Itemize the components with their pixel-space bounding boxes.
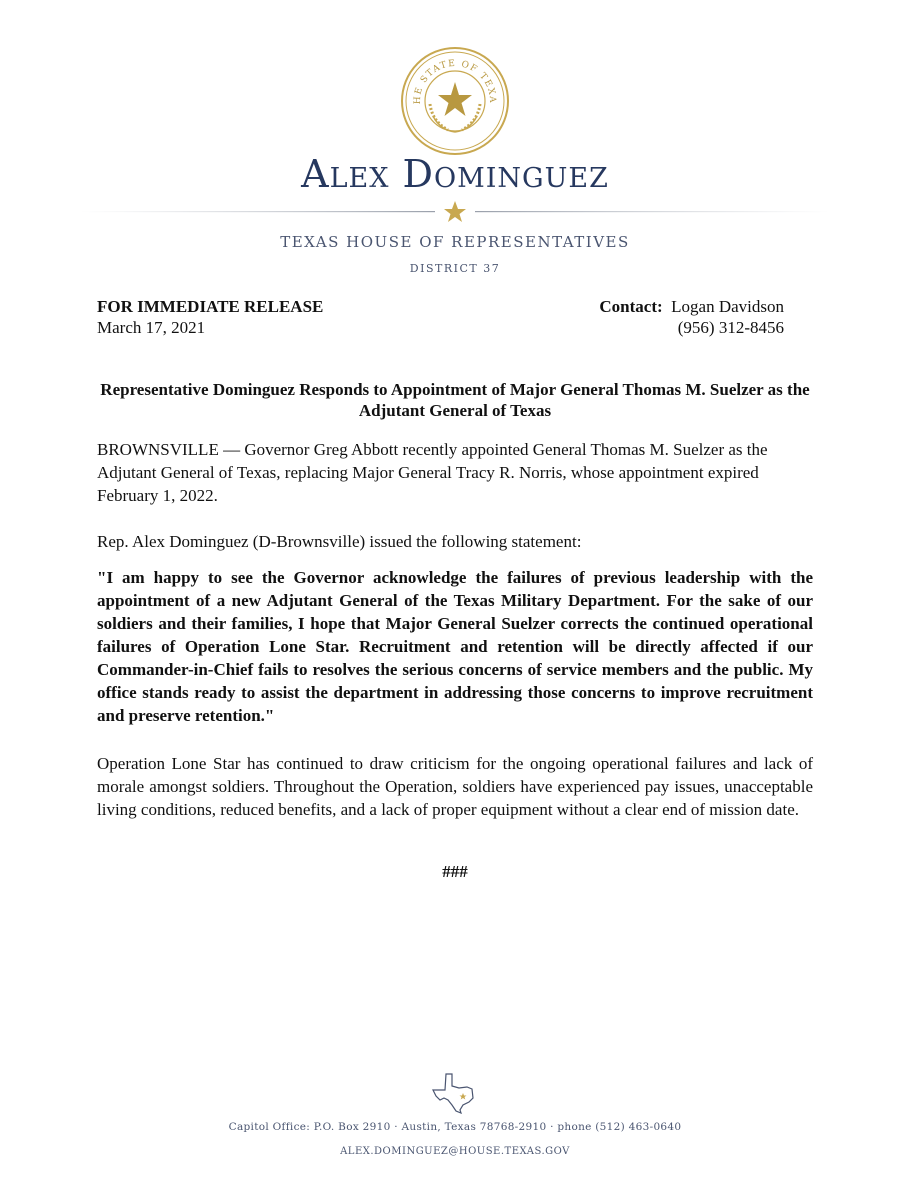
intro-paragraph: BROWNSVILLE — Governor Greg Abbott recently appointed General Thomas M. Suelzer as the Adjutant General of Texas, replacing Major General Tracy R. Norris, whose appointment expired February 1, 2022. [97, 440, 768, 505]
footer-capitol-office: Capitol Office: P.O. Box 2910 · Austin, Texas 78768-2910 · phone (512) 463-0640 [228, 1121, 682, 1133]
statement-quote: "I am happy to see the Governor acknowledge the failures of previous leadership with the appointment of a new Adjutant General of the Texas Military Department. For the sake of our soldiers and their families, I hope that Major General Suelzer corrects the continued operational failures of Operation Lone Star. Recruitment and retention will be directly affected if our Commander-in-Chief fails to resolves the serious concerns of service members and the public. My office stands ready to assist the department in addressing those concerns to improve recruitment and preserve retention." [97, 568, 813, 725]
contact-info [599, 296, 784, 338]
end-mark: ### [442, 862, 468, 881]
statement-intro: Rep. Alex Dominguez (D-Brownsville) issued the following statement: [97, 532, 582, 551]
contact-phone: (956) 312-8456 [677, 318, 784, 337]
header-divider [80, 200, 830, 224]
release-date: March 17, 2021 [97, 318, 206, 337]
footer-email: ALEX.DOMINGUEZ@HOUSE.TEXAS.GOV [340, 1146, 570, 1157]
contact-name: Logan Davidson [671, 297, 784, 316]
texas-state-seal [400, 46, 510, 156]
contact-label: Contact: [599, 297, 663, 316]
svg-text:THE STATE OF TEXAS: HE STATE OF TEXA [412, 58, 498, 105]
context-paragraph: Operation Lone Star has continued to draw criticism for the ongoing operational failures and lack of morale amongst soldiers. Throughout the Operation, soldiers have experienced pay issues, unacceptable living conditions, reduced benefits, and a lack of proper equipment without a clear end of mission date. [97, 754, 813, 819]
texas-outline-icon [432, 1072, 478, 1114]
release-info [97, 296, 323, 338]
representative-name: Alex Dominguez [301, 152, 609, 196]
release-label: FOR IMMEDIATE RELEASE [97, 297, 324, 316]
district-label: DISTRICT 37 [409, 262, 501, 275]
chamber-title: TEXAS HOUSE OF REPRESENTATIVES [280, 233, 630, 251]
press-headline: Representative Dominguez Responds to Appointment of Major General Thomas M. Suelzer as the Adjutant General of Texas [100, 380, 810, 420]
